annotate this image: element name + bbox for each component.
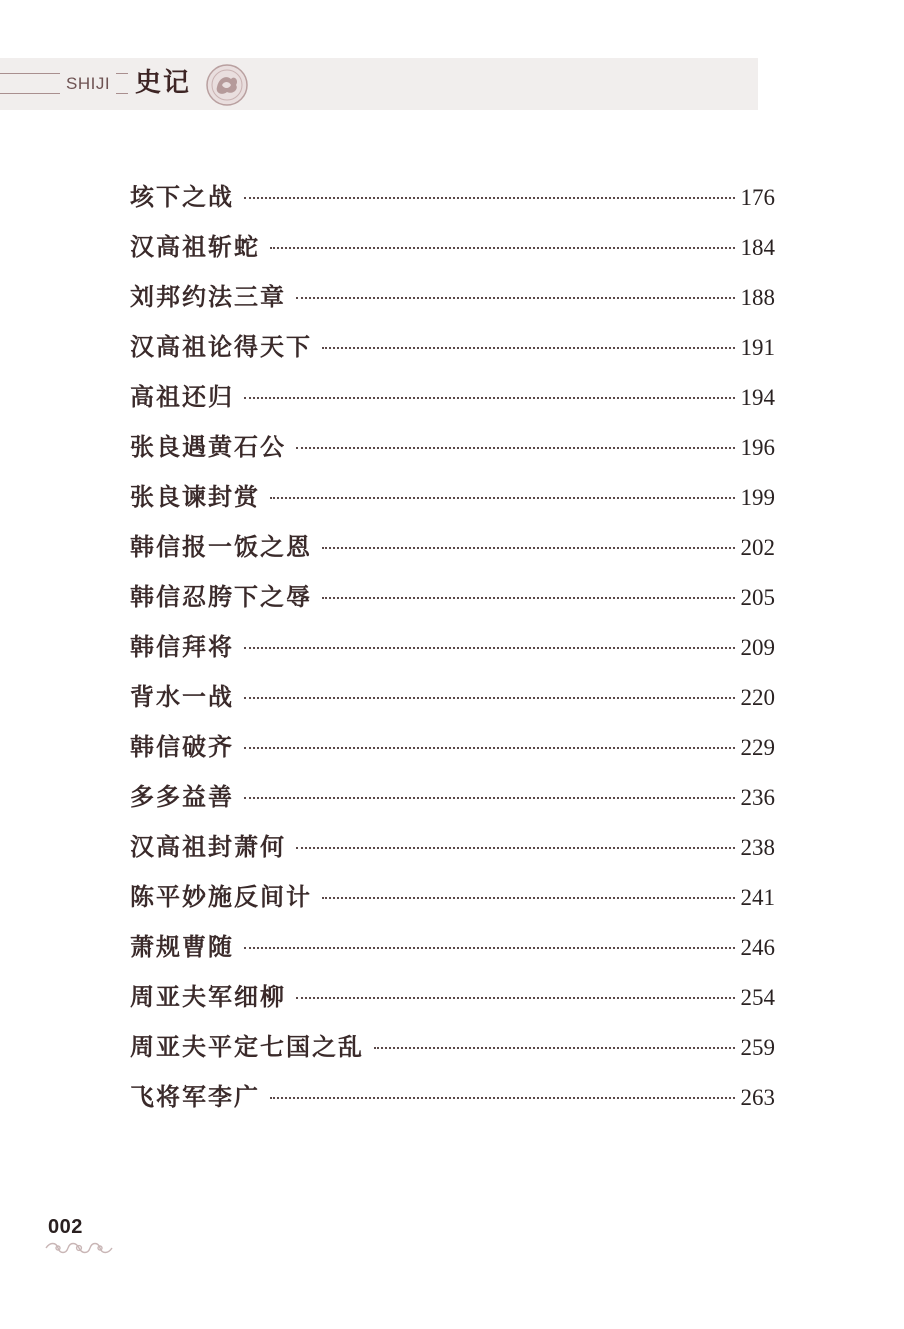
dot-leader (322, 347, 735, 349)
toc-entry-page: 191 (740, 335, 775, 360)
toc-entry[interactable] (130, 372, 775, 422)
toc-entry-title: 汉高祖斩蛇 (130, 233, 260, 261)
dot-leader (270, 497, 735, 499)
toc-entry-title: 多多益善 (130, 783, 234, 811)
toc-entry-page: 236 (740, 785, 775, 810)
toc-entry-title: 周亚夫军细柳 (130, 983, 286, 1011)
toc-entry-title: 周亚夫平定七国之乱 (130, 1033, 364, 1061)
toc-entry[interactable] (130, 222, 775, 272)
dot-leader (244, 697, 735, 699)
table-of-contents (130, 172, 775, 1122)
seal-ornament-icon (205, 63, 249, 107)
header-latin-title: SHIJI (60, 73, 116, 94)
toc-entry-title: 张良谏封赏 (130, 483, 260, 511)
toc-entry[interactable] (130, 722, 775, 772)
toc-entry[interactable] (130, 622, 775, 672)
toc-entry[interactable] (130, 1022, 775, 1072)
dot-leader (244, 197, 735, 199)
dot-leader (296, 847, 735, 849)
toc-entry[interactable] (130, 172, 775, 222)
toc-entry[interactable] (130, 772, 775, 822)
toc-entry[interactable] (130, 322, 775, 372)
toc-entry-title: 韩信忍胯下之辱 (130, 583, 312, 611)
toc-entry-page: 259 (740, 1035, 775, 1060)
dot-leader (322, 897, 735, 899)
toc-entry[interactable] (130, 522, 775, 572)
toc-entry[interactable] (130, 672, 775, 722)
dot-leader (244, 947, 735, 949)
toc-entry-title: 萧规曹随 (130, 933, 234, 961)
dot-leader (322, 597, 735, 599)
toc-entry[interactable] (130, 472, 775, 522)
toc-entry[interactable] (130, 822, 775, 872)
dot-leader (244, 397, 735, 399)
toc-entry-page: 238 (740, 835, 775, 860)
toc-entry-title: 汉高祖封萧何 (130, 833, 286, 861)
toc-entry-page: 196 (740, 435, 775, 460)
toc-entry-title: 韩信报一饭之恩 (130, 533, 312, 561)
toc-entry-page: 241 (740, 885, 775, 910)
toc-entry-title: 高祖还归 (130, 383, 234, 411)
toc-entry-page: 246 (740, 935, 775, 960)
toc-entry-title: 陈平妙施反间计 (130, 883, 312, 911)
toc-entry-page: 199 (740, 485, 775, 510)
toc-entry-page: 176 (740, 185, 775, 210)
dot-leader (296, 997, 735, 999)
toc-entry-title: 垓下之战 (130, 183, 234, 211)
toc-entry-title: 汉高祖论得天下 (130, 333, 312, 361)
dot-leader (270, 1097, 735, 1099)
toc-entry-page: 229 (740, 735, 775, 760)
toc-entry-page: 254 (740, 985, 775, 1010)
dot-leader (244, 797, 735, 799)
dot-leader (244, 647, 735, 649)
toc-entry-page: 205 (740, 585, 775, 610)
toc-entry-title: 韩信破齐 (130, 733, 234, 761)
toc-entry[interactable] (130, 572, 775, 622)
dot-leader (296, 447, 735, 449)
header-chinese-title: 史记 (135, 68, 192, 98)
toc-entry-page: 263 (740, 1085, 775, 1110)
toc-entry-title: 张良遇黄石公 (130, 433, 286, 461)
dot-leader (270, 247, 735, 249)
toc-entry-page: 188 (740, 285, 775, 310)
toc-entry-title: 韩信拜将 (130, 633, 234, 661)
toc-entry[interactable] (130, 272, 775, 322)
toc-entry[interactable] (130, 872, 775, 922)
toc-entry-page: 194 (740, 385, 775, 410)
toc-entry[interactable] (130, 1072, 775, 1122)
toc-entry-title: 刘邦约法三章 (130, 283, 286, 311)
toc-entry-title: 背水一战 (130, 683, 234, 711)
toc-entry-page: 202 (740, 535, 775, 560)
dot-leader (296, 297, 735, 299)
toc-entry-page: 220 (740, 685, 775, 710)
toc-entry-page: 209 (740, 635, 775, 660)
dot-leader (322, 547, 735, 549)
dot-leader (374, 1047, 735, 1049)
toc-entry-title: 飞将军李广 (130, 1083, 260, 1111)
toc-entry[interactable] (130, 972, 775, 1022)
dot-leader (244, 747, 735, 749)
page-number: 002 (48, 1216, 83, 1238)
cloud-ornament-icon (44, 1240, 114, 1256)
toc-entry[interactable] (130, 922, 775, 972)
toc-entry[interactable] (130, 422, 775, 472)
toc-entry-page: 184 (740, 235, 775, 260)
